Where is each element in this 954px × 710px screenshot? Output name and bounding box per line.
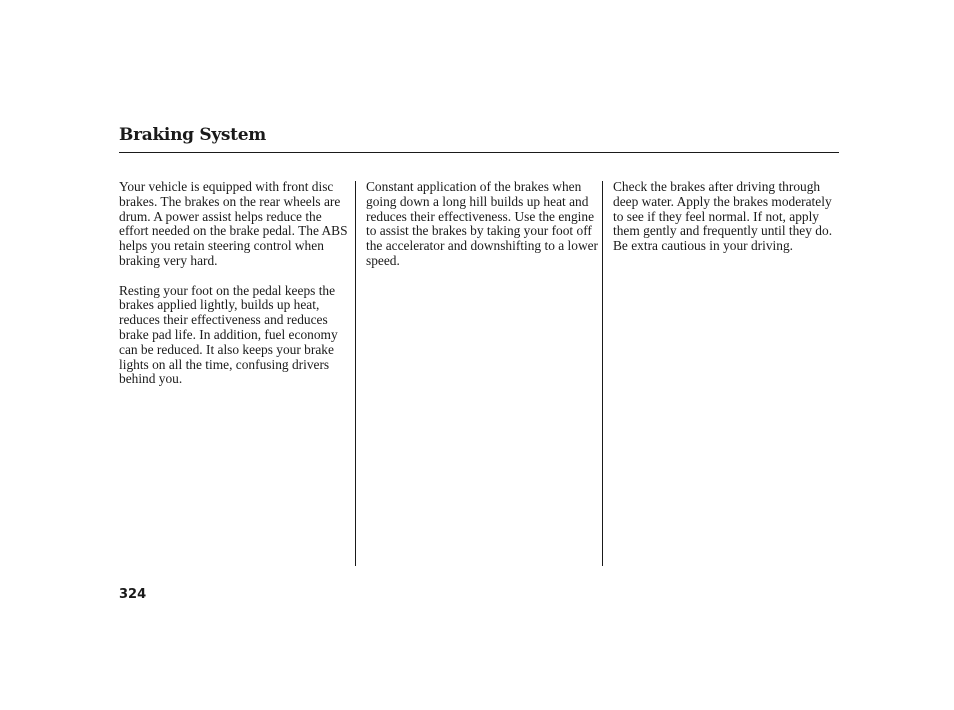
title-underline	[119, 152, 839, 153]
paragraph-brake-equipment: Your vehicle is equipped with front disc brakes. The brakes on the rear wheels are drum. A power assist helps reduce the effort needed on the brake pedal. The ABS helps you retain steering control when braking very hard.	[119, 179, 348, 268]
text-column-2	[366, 180, 598, 284]
paragraph-deep-water: Check the brakes after driving through deep water. Apply the brakes moderately to see if they feel normal. If not, apply them gently and frequently until they do. Be extra cautious in your driving.	[613, 179, 833, 254]
section-title: Braking System	[119, 125, 266, 145]
text-column-3	[613, 180, 845, 269]
page-number: 324	[119, 587, 147, 602]
paragraph-resting-foot: Resting your foot on the pedal keeps the brakes applied lightly, builds up heat, reduces their effectiveness and reduces brake pad life. In addition, fuel economy can be reduced. It also keeps your brake lights on all the time, confusing drivers behind you.	[119, 282, 338, 387]
column-divider	[355, 181, 356, 566]
paragraph-long-hill: Constant application of the brakes when going down a long hill builds up heat and reduces their effectiveness. Use the engine to assist the brakes by taking your foot off the accelerator and downshifting to a lower speed.	[366, 179, 599, 268]
column-divider	[602, 181, 603, 566]
text-column-1	[119, 180, 351, 402]
